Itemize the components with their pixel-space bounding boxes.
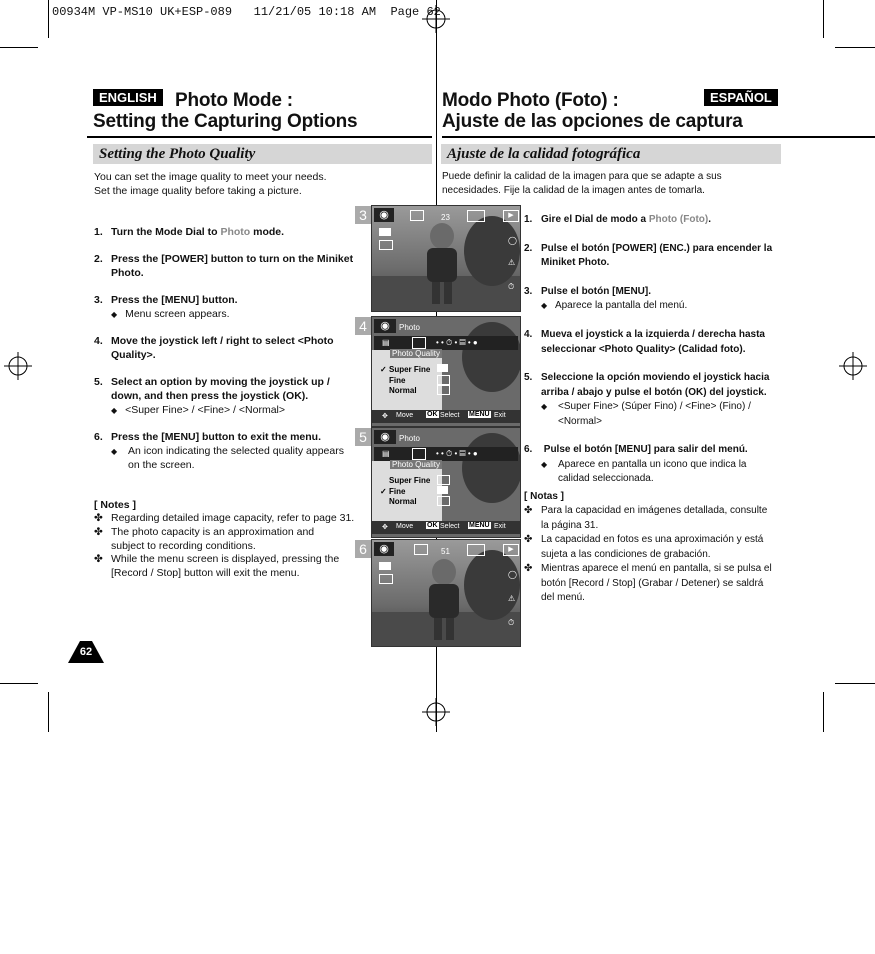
screen-number: 3 — [355, 206, 371, 224]
english-intro-line1: You can set the image quality to meet your needs. — [94, 171, 327, 183]
sub-text: <Super Fine> / <Fine> / <Normal> — [125, 404, 285, 416]
note-icon: ✤ — [94, 526, 103, 538]
bullet-icon: ◆ — [541, 460, 548, 469]
bullet-icon: ◆ — [541, 402, 548, 411]
english-title-line1: Photo Mode : — [175, 90, 293, 111]
spanish-step-5-sub — [541, 400, 547, 414]
english-badge: ENGLISH — [93, 89, 163, 106]
camera-screen-menu-superfine — [371, 316, 521, 427]
note-icon: ✤ — [524, 563, 533, 574]
step-number: 1. — [94, 226, 103, 238]
english-title-line2: Setting the Capturing Options — [93, 111, 358, 132]
footer-exit: Exit — [494, 523, 506, 530]
step-text: arriba / abajo y pulse el botón (OK) del joystick. — [541, 387, 767, 398]
mode-label: Photo — [399, 323, 420, 332]
footer-ok-key: OK — [427, 522, 438, 529]
footer-move: Move — [396, 412, 414, 419]
step-text: Mueva el joystick a la izquierda / derecha hasta — [541, 329, 765, 340]
step-text: Pulse el botón [MENU] para salir del menú. — [541, 444, 748, 455]
option-icon — [437, 385, 450, 395]
status-icon: ⚠ — [508, 594, 516, 603]
note-text: del menú. — [541, 592, 585, 603]
joystick-icon: ✥ — [382, 413, 388, 420]
status-icon: ⚠ — [508, 258, 516, 267]
option-icon — [437, 375, 450, 385]
registration-mark-icon — [4, 352, 32, 380]
note-text: [Record / Stop] button will exit the menu. — [111, 567, 300, 579]
camera-mode-icon: ◉ — [374, 430, 396, 444]
step-text: Select an option by moving the joystick up / — [111, 376, 330, 388]
note-text: Regarding detailed image capacity, refer to page 31. — [111, 512, 355, 524]
menu-tab-bar — [374, 447, 518, 461]
step-text: Pulse el botón [MENU]. — [541, 286, 651, 297]
step-text: Press the [MENU] button. — [111, 294, 238, 306]
menu-tab-icon[interactable]: ▤ — [382, 449, 390, 458]
spanish-step-6-sub — [541, 458, 547, 472]
crop-mark — [835, 47, 875, 48]
page-number: 62 — [79, 646, 93, 658]
spanish-section-bar — [441, 144, 781, 164]
screen-number: 5 — [355, 428, 371, 446]
crop-mark — [0, 683, 38, 684]
bullet-icon: ◆ — [111, 310, 118, 319]
english-step-6-sub — [111, 444, 117, 459]
crop-mark — [823, 0, 824, 38]
menu-tab-icon[interactable]: • • ⏱ • ▤ • ● — [436, 338, 478, 347]
menu-tab-quality-icon[interactable] — [412, 337, 426, 349]
step-number: 4. — [524, 329, 533, 340]
menu-tab-icon[interactable]: • • ⏱ • ▤ • ● — [436, 449, 478, 458]
playback-icon: ▶ — [503, 544, 519, 556]
step-number: 1. — [524, 214, 533, 225]
camera-screen-live — [371, 205, 521, 312]
step-number: 5. — [94, 376, 103, 388]
option-icon — [437, 475, 450, 485]
step-text: Turn the Mode Dial to — [111, 226, 221, 238]
option-icon — [437, 364, 448, 372]
crop-mark — [823, 692, 824, 732]
step-number: 3. — [524, 286, 533, 297]
menu-title: Photo Quality — [392, 349, 441, 358]
step-text: Pulse el botón [POWER] (ENC.) para encender la — [541, 243, 773, 254]
step-highlight: Photo (Foto) — [648, 214, 709, 225]
status-icon: ◯ — [508, 236, 517, 245]
option-icon — [437, 486, 448, 494]
sub-text: on the screen. — [128, 459, 195, 471]
step-text: Seleccione la opción moviendo el joystick hacia — [541, 372, 770, 383]
note-text: Mientras aparece el menú en pantalla, si se pulsa el — [541, 563, 772, 574]
bullet-icon: ◆ — [111, 447, 118, 456]
footer-select: Select — [440, 412, 460, 419]
menu-option-fine[interactable]: Fine — [389, 376, 406, 385]
step-text: Move the joystick left / right to select <Photo — [111, 335, 334, 347]
menu-option-fine[interactable]: Fine — [389, 487, 406, 496]
spanish-title-line2: Ajuste de las opciones de captura — [442, 111, 743, 132]
crop-mark — [0, 47, 38, 48]
size-icon — [379, 240, 393, 250]
english-section-title: Setting the Photo Quality — [99, 146, 256, 162]
menu-panel — [372, 350, 442, 410]
sub-text: <Super Fine> (Súper Fino) / <Fine> (Fino) / — [558, 401, 751, 412]
footer-move: Move — [396, 523, 414, 530]
camera-screen-live-result — [371, 539, 521, 647]
menu-tab-bar — [374, 336, 518, 350]
footer-ok-key: OK — [427, 411, 438, 418]
camera-mode-icon: ◉ — [374, 208, 394, 222]
spanish-badge: ESPAÑOL — [704, 89, 778, 106]
title-rule — [442, 136, 875, 138]
joystick-icon: ✥ — [382, 524, 388, 531]
step-text: Photo. — [111, 267, 144, 279]
option-icon — [437, 496, 450, 506]
timer-icon: ⏱ — [508, 282, 515, 291]
sub-text: calidad seleccionada. — [558, 473, 654, 484]
sub-text: Aparece en pantalla un icono que indica la — [558, 459, 747, 470]
step-number: 6. — [524, 444, 533, 455]
step-number: 6. — [94, 431, 103, 443]
step-text: Quality>. — [111, 349, 156, 361]
english-notes-title: [ Notes ] — [94, 499, 136, 511]
menu-option-normal[interactable]: Normal — [389, 386, 417, 395]
spanish-section-title: Ajuste de la calidad fotográfica — [447, 146, 641, 162]
menu-check-icon: ✓ — [380, 487, 387, 496]
sub-text: Aparece la pantalla del menú. — [554, 300, 688, 311]
english-step-3-sub — [111, 307, 230, 322]
playback-icon: ▶ — [503, 210, 519, 222]
step-number: 4. — [94, 335, 103, 347]
spanish-step-3-sub — [541, 299, 687, 313]
screen-number: 4 — [355, 317, 371, 335]
crop-mark — [835, 683, 875, 684]
crop-mark — [48, 0, 49, 38]
note-text: botón [Record / Stop] (Grabar / Detener) se saldrá — [541, 578, 764, 589]
english-section-bar — [93, 144, 432, 164]
title-rule — [87, 136, 432, 138]
note-text: The photo capacity is an approximation and — [111, 526, 315, 538]
spanish-intro-line2: necesidades. Fije la calidad de la imagen antes de tomarla. — [442, 185, 705, 196]
step-text: seleccionar <Photo Quality> (Calidad foto). — [541, 344, 746, 355]
menu-tab-icon[interactable]: ▤ — [382, 338, 390, 347]
step-number: 2. — [524, 243, 533, 254]
crop-mark — [48, 692, 49, 732]
registration-mark-icon — [422, 698, 450, 726]
note-icon: ✤ — [524, 505, 533, 516]
step-number: 3. — [94, 294, 103, 306]
menu-option-normal[interactable]: Normal — [389, 497, 417, 506]
step-text: Press the [POWER] button to turn on the Miniket — [111, 253, 354, 265]
step-text: Press the [MENU] button to exit the menu. — [111, 431, 322, 443]
english-intro-line2: Set the image quality before taking a picture. — [94, 185, 302, 197]
bullet-icon: ◆ — [541, 301, 548, 310]
footer-menu-key: MENU — [469, 522, 490, 529]
size-icon — [379, 562, 391, 570]
memory-icon — [467, 544, 485, 556]
note-text: Para la capacidad en imágenes detallada, consulte — [541, 505, 768, 516]
size-icon — [379, 228, 391, 236]
note-text: la página 31. — [541, 520, 599, 531]
english-step-5-sub — [111, 403, 285, 418]
footer-exit: Exit — [494, 412, 506, 419]
size-icon — [379, 574, 393, 584]
sub-text: Menu screen appears. — [125, 308, 230, 320]
step-text: Gire el Dial de modo a — [541, 214, 649, 225]
note-text: While the menu screen is displayed, pressing the — [111, 553, 340, 565]
step-text: down, and then press the joystick (OK). — [111, 390, 309, 402]
quality-icon — [414, 544, 428, 555]
photo-count: 23 — [441, 213, 450, 222]
note-icon: ✤ — [94, 553, 103, 565]
sub-text: An icon indicating the selected quality appears — [128, 445, 344, 457]
note-text: sujeta a las condiciones de grabación. — [541, 549, 711, 560]
menu-footer — [372, 410, 520, 423]
menu-option-super-fine[interactable]: Super Fine — [389, 365, 431, 374]
step-number: 5. — [524, 372, 533, 383]
photo-count: 51 — [441, 547, 450, 556]
quality-icon — [410, 210, 424, 221]
screen-number: 6 — [355, 540, 371, 558]
bullet-icon: ◆ — [111, 406, 118, 415]
menu-check-icon: ✓ — [380, 365, 387, 374]
mode-label: Photo — [399, 434, 420, 443]
step-number: 2. — [94, 253, 103, 265]
camera-mode-icon: ◉ — [374, 542, 394, 556]
status-icon: ◯ — [508, 570, 517, 579]
step-text: mode. — [250, 226, 285, 238]
sub-text: <Normal> — [558, 416, 602, 427]
spanish-notes-title: [ Notas ] — [524, 491, 564, 502]
menu-footer — [372, 521, 520, 534]
registration-mark-icon — [839, 352, 867, 380]
memory-icon — [467, 210, 485, 222]
step-highlight: Photo — [220, 226, 251, 238]
note-text: La capacidad en fotos es una aproximación y está — [541, 534, 764, 545]
spanish-title-line1: Modo Photo (Foto) : — [442, 90, 619, 111]
footer-select: Select — [440, 523, 460, 530]
menu-title: Photo Quality — [392, 460, 441, 469]
menu-tab-quality-icon[interactable] — [412, 448, 426, 460]
timer-icon: ⏱ — [508, 618, 515, 627]
note-icon: ✤ — [94, 512, 103, 524]
step-text: . — [708, 214, 712, 225]
camera-mode-icon: ◉ — [374, 319, 396, 333]
spanish-intro-line1: Puede definir la calidad de la imagen para que se adapte a sus — [442, 171, 722, 182]
step-text: Miniket Photo. — [541, 257, 610, 268]
note-text: subject to recording conditions. — [111, 540, 256, 552]
print-slug: 00934M VP-MS10 UK+ESP-089 11/21/05 10:18 AM Page 62 — [52, 5, 441, 19]
camera-screen-menu-fine — [371, 427, 521, 538]
note-icon: ✤ — [524, 534, 533, 545]
footer-menu-key: MENU — [469, 411, 490, 418]
menu-option-super-fine[interactable]: Super Fine — [389, 476, 431, 485]
